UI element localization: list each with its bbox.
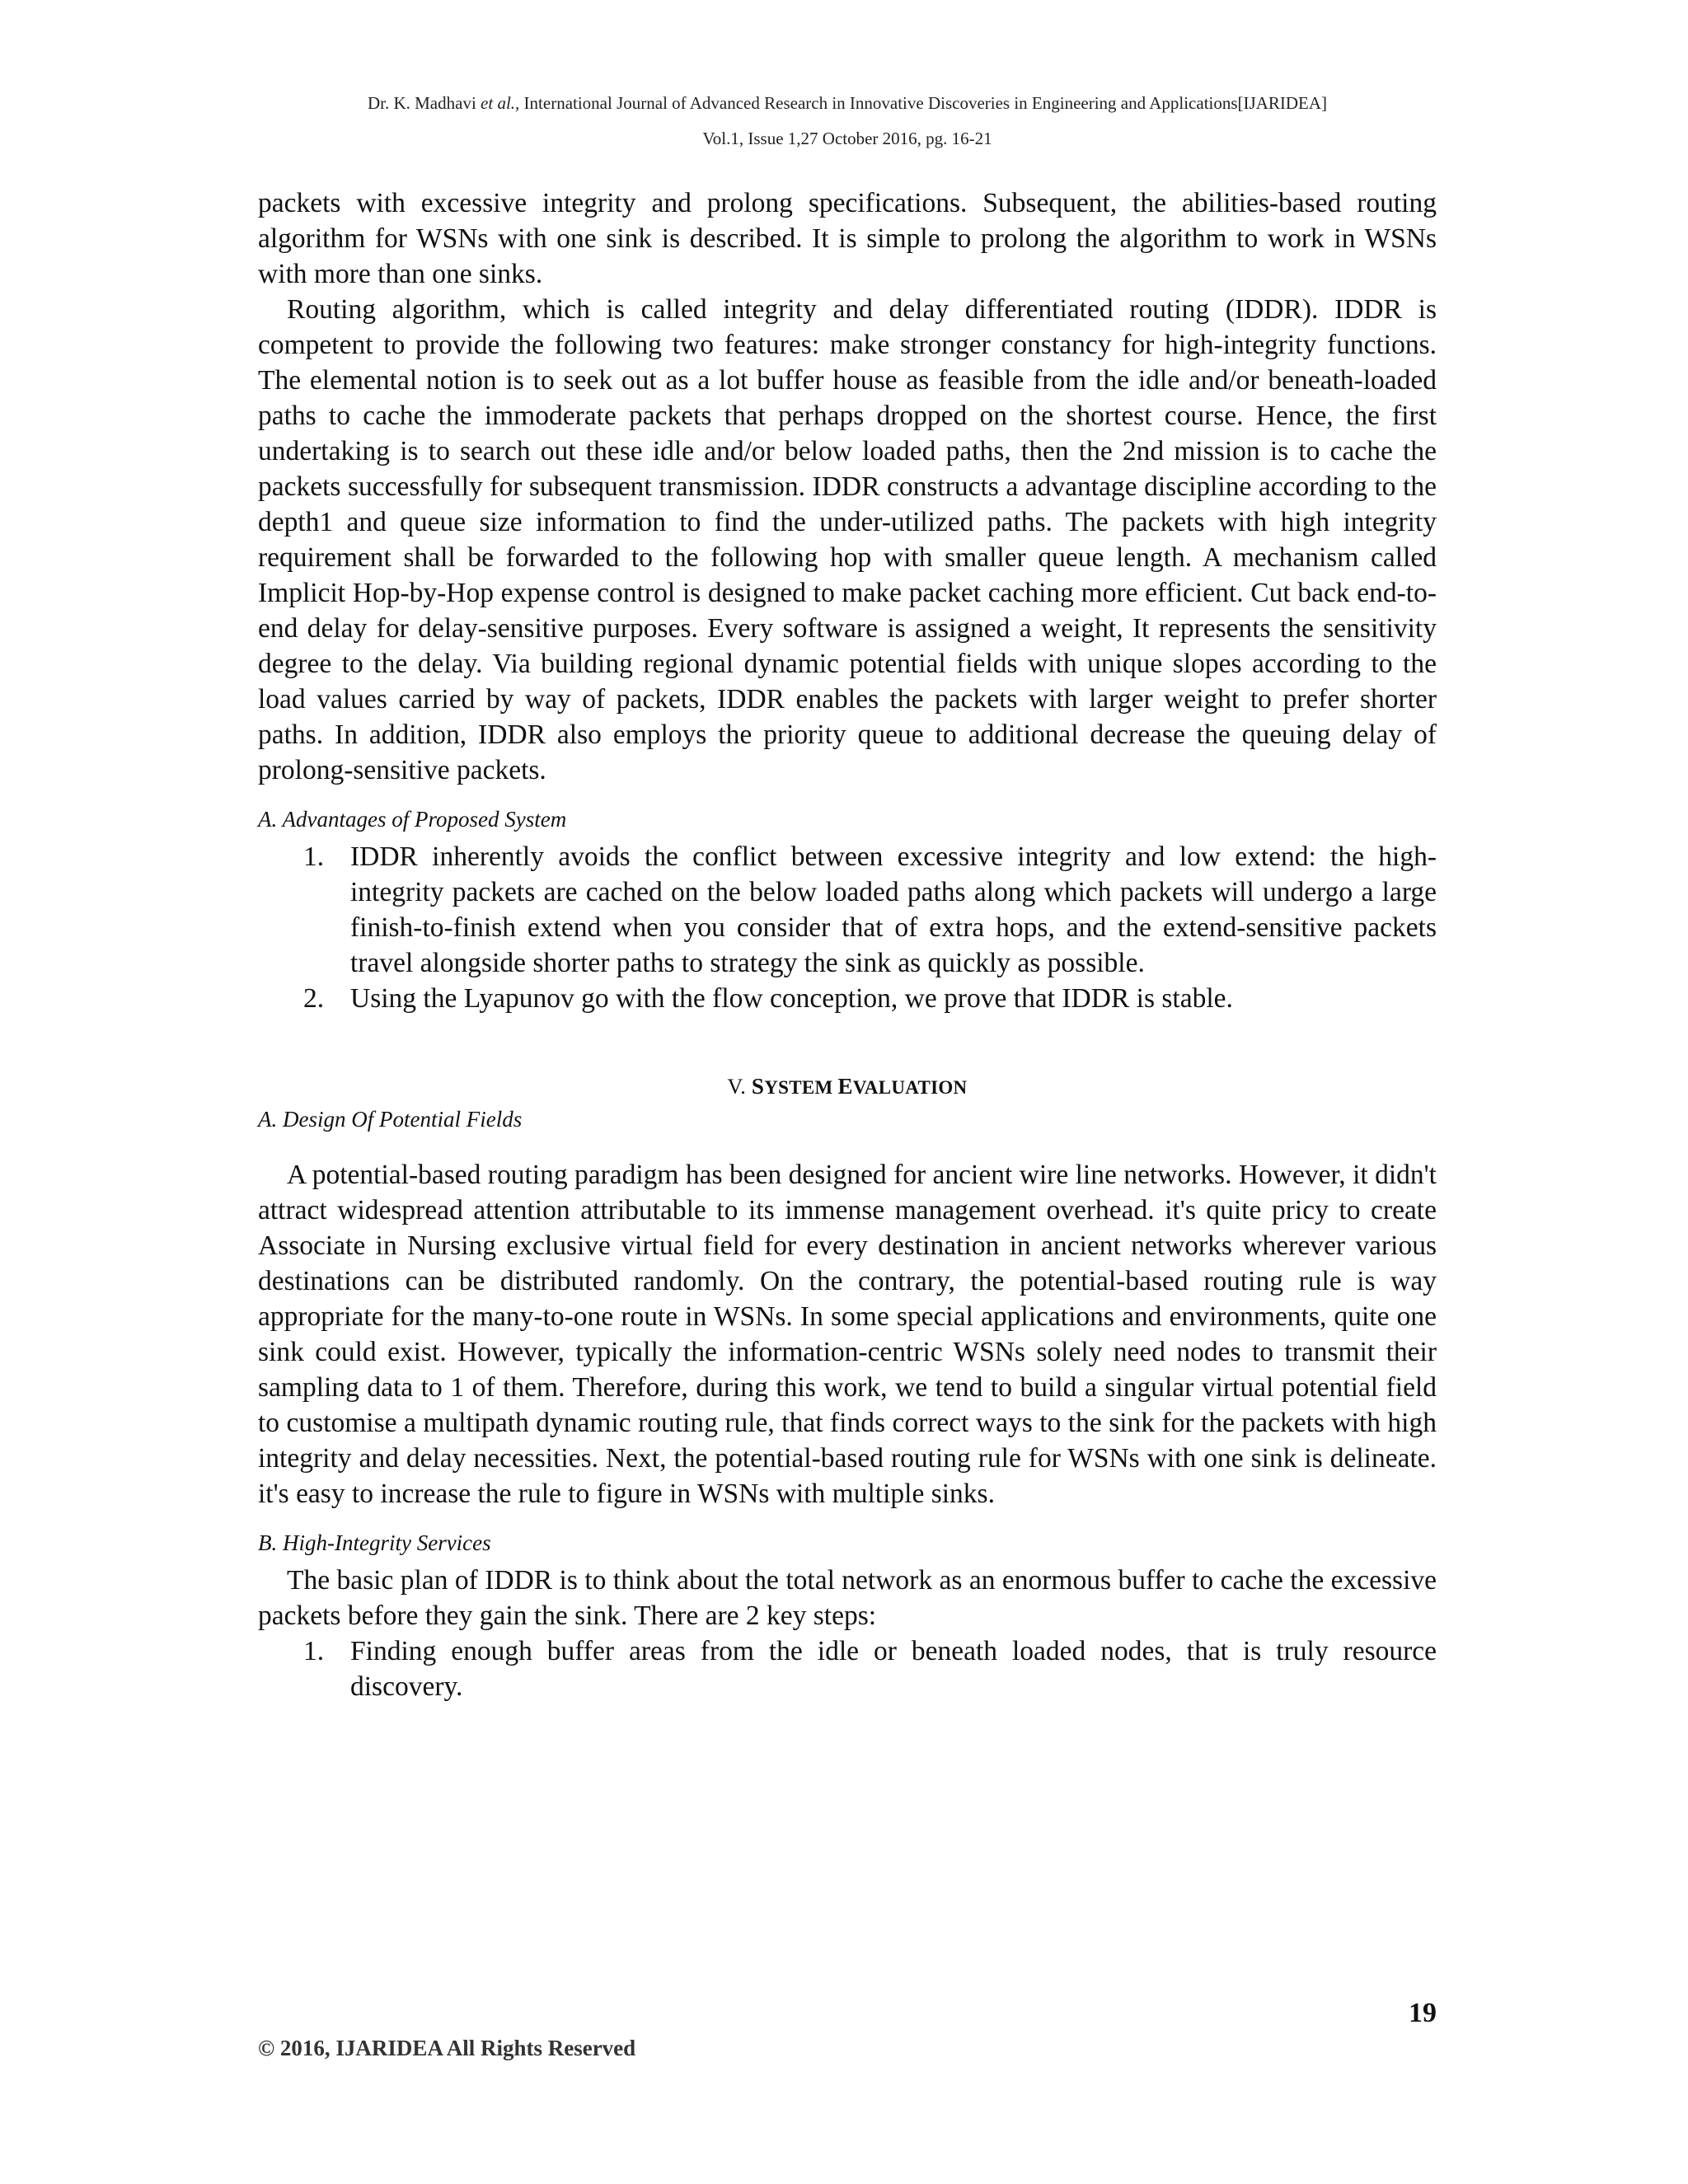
advantages-list: [258, 839, 1437, 1016]
subsection-advantages-title: A. Advantages of Proposed System: [258, 807, 567, 832]
section-word1-cap: S: [751, 1074, 765, 1099]
list-item: [258, 981, 1437, 1016]
list-item-number: 2.: [303, 983, 325, 1014]
article-body: [258, 185, 1437, 1704]
header-authors: Dr. K. Madhavi: [367, 93, 481, 113]
paragraph-3: A potential-based routing paradigm has been designed for ancient wire line networks. However, it didn't attract widespread attention attributable to its immense management overhead. it's quite pricy to create Associate in Nursing exclusive virtual field for every destination in ancient networks wherever various destinations can be distributed randomly. On the contrary, the potential-based routing rule is way appropriate for the many-to-one route in WSNs. In some special applications and environments, quite one sink could exist. However, typically the information-centric WSNs solely need nodes to transmit their sampling data to 1 of them. Therefore, during this work, we tend to build a singular virtual potential field to customise a multipath dynamic routing rule, that finds correct ways to the sink for the packets with high integrity and delay necessities. Next, the potential-based routing rule for WSNs with one sink is delineate. it's easy to increase the rule to figure in WSNs with multiple sinks.: [258, 1160, 1437, 1509]
section-numeral: V.: [727, 1075, 752, 1099]
running-header-line1: [258, 91, 1437, 115]
page-number: 19: [1409, 1998, 1437, 2028]
section-word2-cap: E: [837, 1074, 853, 1099]
paragraph-4: The basic plan of IDDR is to think about the total network as an enormous buffer to cache the excessive packets before they gain the sink. There are 2 key steps:: [258, 1565, 1437, 1631]
header-et-al: et al.,: [481, 93, 520, 113]
section-word2-rest: VALUATION: [852, 1077, 968, 1098]
subsection-potential-fields-title: A. Design Of Potential Fields: [258, 1107, 523, 1132]
list-item-text: Finding enough buffer areas from the idle or beneath loaded nodes, that is truly resource discovery.: [350, 1636, 1437, 1702]
section-word1-rest: YSTEM: [764, 1077, 838, 1098]
list-item: [258, 1633, 1437, 1704]
paragraph-1: packets with excessive integrity and prolong specifications. Subsequent, the abilities-based routing algorithm for WSNs with one sink is described. It is simple to prolong the algorithm to work in WSNs with more than one sinks.: [258, 188, 1437, 289]
steps-list: [258, 1633, 1437, 1704]
paragraph-2: Routing algorithm, which is called integrity and delay differentiated routing (IDDR). IDDR is competent to provide the following two features: make stronger constancy for high-integrity functions. The elemental notion is to seek out as a lot buffer house as feasible from the idle and/or beneath-loaded paths to cache the immoderate packets that perhaps dropped on the shortest course. Hence, the first undertaking is to search out these idle and/or below loaded paths, then the 2nd mission is to cache the packets successfully for subsequent transmission. IDDR constructs a advantage discipline according to the depth1 and queue size information to find the under-utilized paths. The packets with high integrity requirement shall be forwarded to the following hop with smaller queue length. A mechanism called Implicit Hop-by-Hop expense control is designed to make packet caching more efficient. Cut back end-to-end delay for delay-sensitive purposes. Every software is assigned a weight, It represents the sensitivity degree to the delay. Via building regional dynamic potential fields with unique slopes according to the load values carried by way of packets, IDDR enables the packets with larger weight to prefer shorter paths. In addition, IDDR also employs the priority queue to additional decrease the queuing delay of prolong-sensitive packets.: [258, 294, 1437, 785]
list-item-text: Using the Lyapunov go with the flow conception, we prove that IDDR is stable.: [350, 983, 1233, 1014]
subsection-high-integrity-title: B. High-Integrity Services: [258, 1530, 491, 1555]
list-item-text: IDDR inherently avoids the conflict between excessive integrity and low extend: the high-integrity packets are cached on the below loaded paths along which packets will undergo a large finish-to-finish extend when you consider that of extra hops, and the extend-sensitive packets travel alongside shorter paths to strategy the sink as quickly as possible.: [350, 841, 1437, 978]
list-item-number: 1.: [303, 841, 325, 872]
header-journal: International Journal of Advanced Research in Innovative Discoveries in Engineering and Applications[IJARIDEA]: [519, 93, 1328, 113]
copyright-notice: © 2016, IJARIDEA All Rights Reserved: [258, 2036, 636, 2060]
list-item-number: 1.: [303, 1636, 325, 1666]
list-item: [258, 839, 1437, 981]
section-title-system-evaluation: [258, 1074, 1437, 1099]
running-header-line2: Vol.1, Issue 1,27 October 2016, pg. 16-21: [702, 129, 992, 148]
